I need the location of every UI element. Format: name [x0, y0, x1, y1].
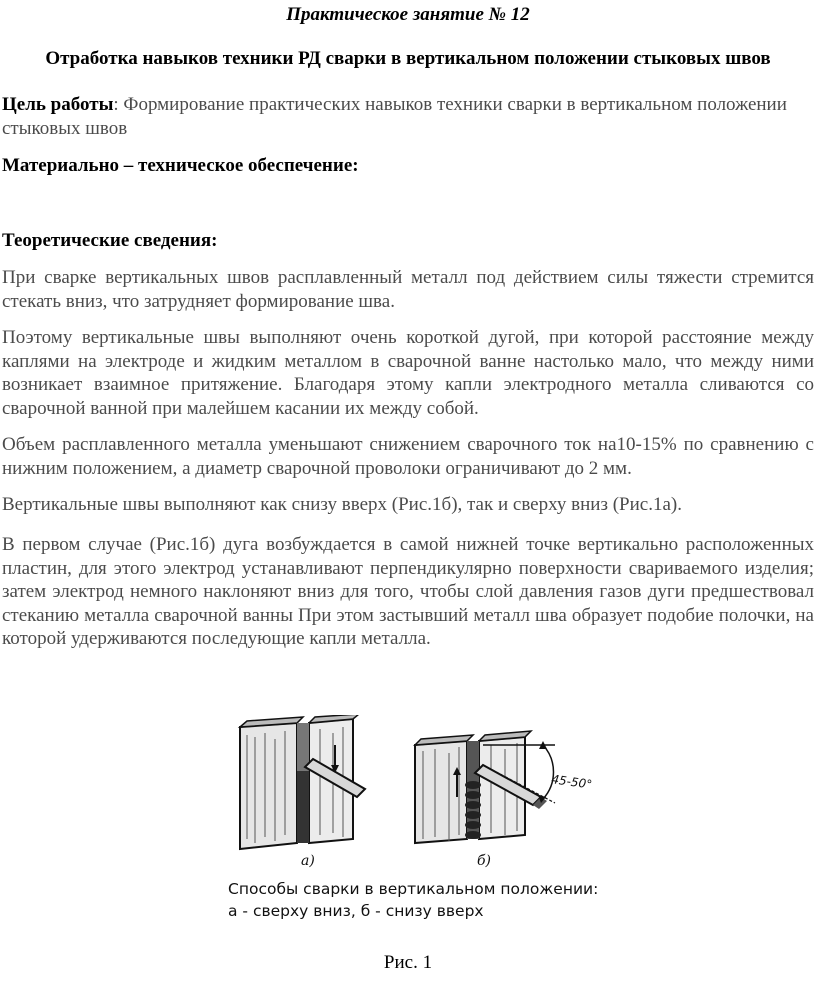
material-heading: Материально – техническое обеспечение:	[2, 155, 359, 176]
angle-label: 45-50°	[550, 772, 594, 792]
paragraph-3: Объем расплавленного металла уменьшают снижением сварочного ток на10-15% по сравнению с нижним положением, а диаметр сварочной проволоки ограничивают до 2 мм.	[2, 434, 814, 479]
paragraph-2: Поэтому вертикальные швы выполняют очень короткой дугой, при которой расстояние между каплями на электроде и жидким металлом в сварочной ванне настолько мало, что между ними возникает взаимное притяжение. Благодаря этому капли электродного металла сливаются со сварочной ванной при малейшем касании их между собой.	[2, 327, 814, 419]
figure-number: Рис. 1	[383, 952, 433, 973]
figure-a-illustration	[240, 715, 365, 849]
paragraph-4: Вертикальные швы выполняют как снизу вверх (Рис.1б), так и сверху вниз (Рис.1а).	[2, 494, 682, 515]
theory-heading: Теоретические сведения:	[2, 230, 218, 251]
page-subtitle: Отработка навыков техники РД сварки в вертикальном положении стыковых швов	[45, 48, 771, 69]
paragraph-1: При сварке вертикальных швов расплавленный металл под действием силы тяжести стремится стекать вниз, что затрудняет формирование шва.	[2, 267, 814, 312]
goal-paragraph	[2, 93, 814, 140]
page-title: Практическое занятие № 12	[286, 4, 530, 25]
goal-text: : Формирование практических навыков техники сварки в вертикальном положении стыковых швов	[2, 94, 787, 139]
paragraph-5: В первом случае (Рис.1б) дуга возбуждается в самой нижней точке вертикально расположенных пластин, для этого электрод устанавливают перпендикулярно поверхности свариваемого изделия; затем электрод немного наклоняют вниз для того, чтобы слой давления газов дуги предшествовал стеканию металла сварочной ванны При этом застывший металл шва образует подобие полочки, на которой удерживаются последующие капли металла.	[2, 534, 814, 649]
goal-label: Цель работы	[2, 94, 114, 115]
figure-caption-line1: Способы сварки в вертикальном положении:	[228, 880, 599, 898]
figure-a-label: а)	[301, 853, 315, 869]
figure-b-label: б)	[477, 853, 492, 869]
figure-b-illustration	[415, 731, 555, 843]
figure-caption-line2: а - сверху вниз, б - снизу вверх	[228, 902, 484, 920]
